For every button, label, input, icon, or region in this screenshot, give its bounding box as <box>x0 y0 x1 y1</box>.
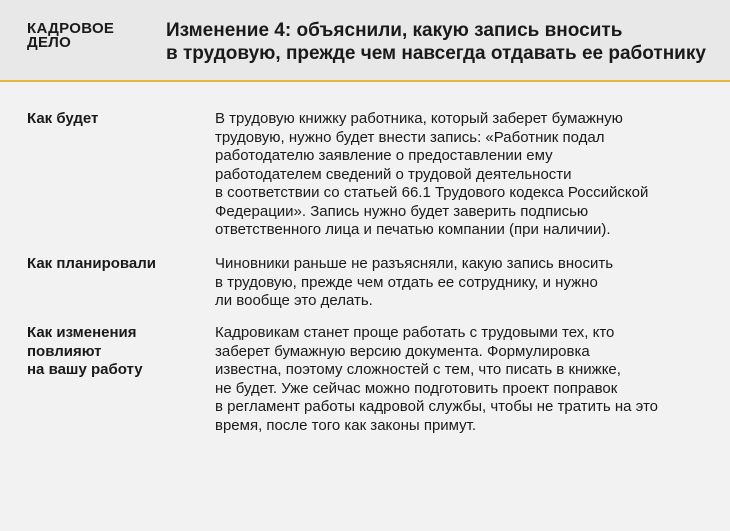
header <box>0 0 730 80</box>
row-text-line: известна, поэтому сложностей с тем, что писать в книжке, <box>215 361 621 378</box>
row-text-line: время, после того как законы примут. <box>215 416 477 434</box>
row-text-line: ответственного лица и печатью компании (при наличии). <box>215 221 611 238</box>
row-label <box>27 110 197 129</box>
row-label-line: повлияют <box>27 342 102 360</box>
page-title <box>166 19 722 65</box>
row-text-line: ли вообще это делать. <box>215 292 373 309</box>
brand-line-1: КАДРОВОЕ <box>27 20 115 37</box>
row-label <box>27 324 197 380</box>
row-text-line: в соответствии со статьей 66.1 Трудового кодекса Российской <box>215 184 649 201</box>
row-text-line: заберет бумажную версию документа. Формулировка <box>215 342 590 360</box>
brand-logo <box>27 22 137 50</box>
row-label <box>27 255 197 274</box>
row-text-line: работодателем сведений о трудовой деятельности <box>215 165 572 183</box>
row-text-line: в регламент работы кадровой службы, чтобы не тратить на это <box>215 398 659 415</box>
row-label-line: на вашу работу <box>27 361 143 378</box>
row-text-line: Кадровикам станет проще работать с трудовыми тех, кто <box>215 324 615 341</box>
row-text-line: работодателю заявление о предоставлении ему <box>215 147 553 164</box>
row-text-line: трудовую, нужно будет внести запись: «Работник подал <box>215 128 605 146</box>
title-line-2: в трудовую, прежде чем навсегда отдавать ее работнику <box>166 43 706 64</box>
row-label-line: Как будет <box>27 110 99 127</box>
brand-line-2: ДЕЛО <box>27 34 72 51</box>
row-text-line: не будет. Уже сейчас можно подготовить проект поправок <box>215 379 618 397</box>
title-line-1: Изменение 4: объяснили, какую запись вносить <box>166 20 623 41</box>
content-table <box>0 82 730 531</box>
row-text-line: Федерации». Запись нужно будет заверить подписью <box>215 202 589 220</box>
row-text <box>215 110 715 240</box>
row-label-line: Как изменения <box>27 324 137 341</box>
row-text <box>215 255 715 311</box>
row-text-line: В трудовую книжку работника, который заберет бумажную <box>215 110 623 127</box>
row-text-line: Чиновники раньше не разъясняли, какую запись вносить <box>215 255 614 272</box>
row-text-line: в трудовую, прежде чем отдать ее сотруднику, и нужно <box>215 273 598 291</box>
row-label-line: Как планировали <box>27 255 157 272</box>
row-text <box>215 324 715 435</box>
